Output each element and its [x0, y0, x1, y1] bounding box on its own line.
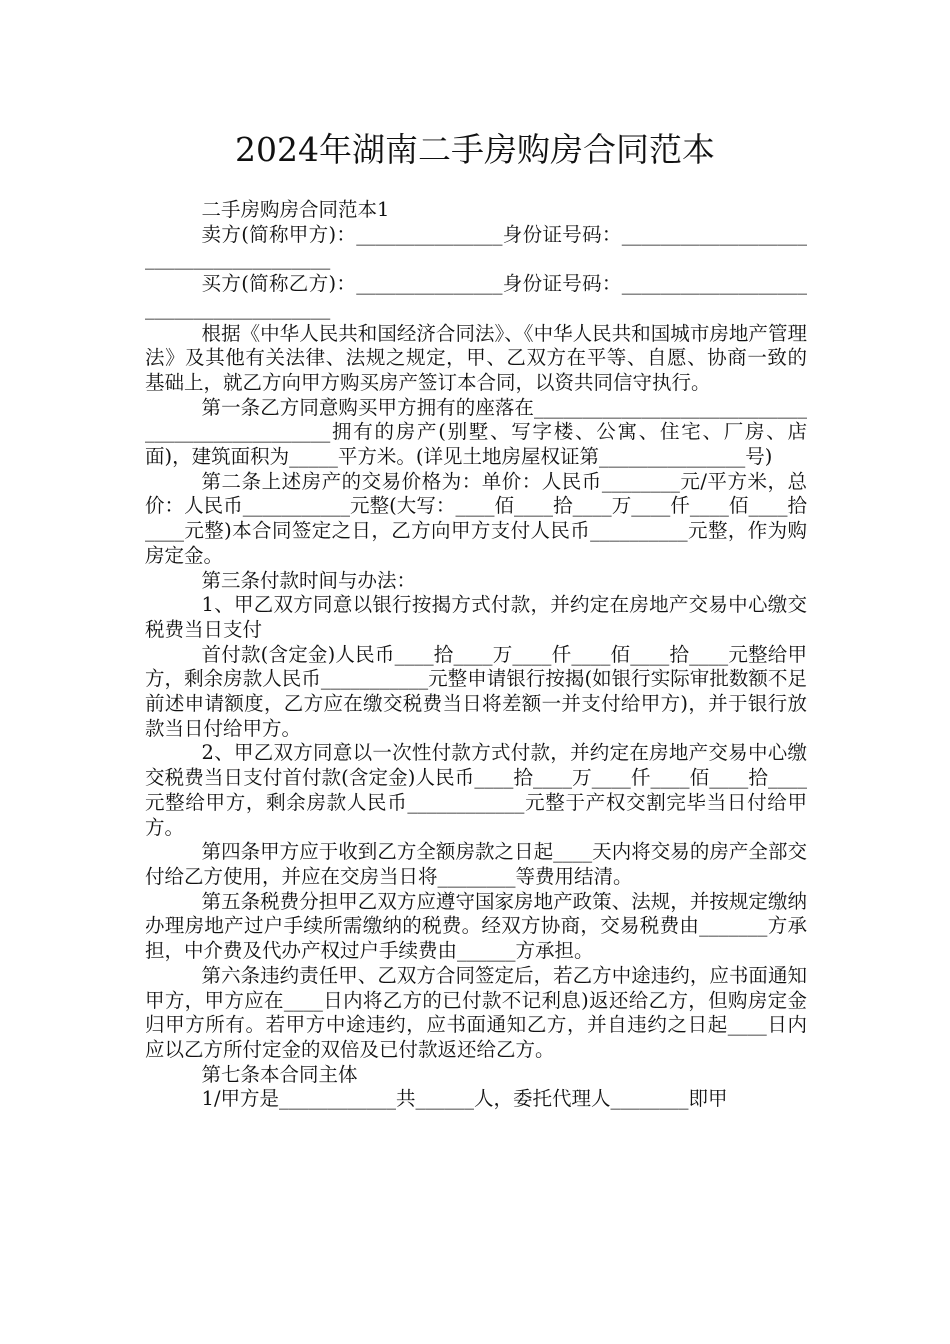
contract-subtitle: 二手房购房合同范本1 [201, 198, 390, 221]
article-3-item-2: 2、甲乙双方同意以一次性付款方式付款，并约定在房地产交易中心缴交税费当日支付首付款(含定金)人民币____拾____万____仟____佰____拾____元整给甲方，剩余房款人民币____________元整于产权交割完毕当日付给甲方。 [145, 741, 807, 839]
article-7-item-1: 1/甲方是____________共______人，委托代理人________即甲 [201, 1087, 728, 1111]
article-4: 第四条甲方应于收到乙方全额房款之日起____天内将交易的房产全部交付给乙方使用，并应在交房当日将________等费用结清。 [145, 840, 807, 888]
article-3-heading: 第三条付款时间与办法： [201, 568, 417, 592]
article-6: 第六条违约责任甲、乙双方合同签定后，若乙方中途违约，应书面通知甲方，甲方应在____日内将乙方的已付款不记利息)返还给乙方，但购房定金归甲方所有。若甲方中途违约，应书面通知乙方，并自违约之日起____日内应以乙方所付定金的双倍及已付款返还给乙方。 [145, 963, 807, 1061]
article-5: 第五条税费分担甲乙双方应遵守国家房地产政策、法规，并按规定缴纳办理房地产过户手续所需缴纳的税费。经双方协商，交易税费由_______方承担，中介费及代办产权过户手续费由______方承担。 [145, 889, 807, 963]
preamble-paragraph: 根据《中华人民共和国经济合同法》、《中华人民共和国城市房地产管理法》及其他有关法律、法规之规定，甲、乙双方在平等、自愿、协商一致的基础上，就乙方向甲方购买房产签订本合同，以资共同信守执行。 [145, 321, 807, 394]
article-2: 第二条上述房产的交易价格为：单价：人民币________元/平方米，总价：人民币___________元整(大写：____佰____拾____万____仟____佰____拾____元整)本合同签定之日，乙方向甲方支付人民币__________元整，作为购房定金。 [145, 469, 807, 567]
document-body [145, 198, 807, 1112]
document-title: 2024年湖南二手房购房合同范本 [235, 130, 715, 169]
article-7-heading: 第七条本合同主体 [201, 1062, 358, 1086]
seller-line: 卖方(简称甲方)：_______________身份证号码：______________________________________ [145, 222, 807, 271]
buyer-line: 买方(简称乙方)：_______________身份证号码：______________________________________ [145, 272, 807, 320]
article-3-item-1: 1、甲乙双方同意以银行按揭方式付款，并约定在房地产交易中心缴交税费当日支付 [145, 593, 807, 641]
article-1: 第一条乙方同意购买甲方拥有的座落在_______________________________________________拥有的房产(别墅、写字楼、公寓、住宅、厂房、店面)，建筑面积为_____平方米。(详见土地房屋权证第_______________号) [145, 395, 807, 469]
article-3-down-payment: 首付款(含定金)人民币____拾____万____仟____佰____拾____元整给甲方，剩余房款人民币___________元整申请银行按揭(如银行实际审批数额不足前述申请额度，乙方应在缴交税费当日将差额一并支付给甲方)，并于银行放款当日付给甲方。 [145, 642, 807, 740]
